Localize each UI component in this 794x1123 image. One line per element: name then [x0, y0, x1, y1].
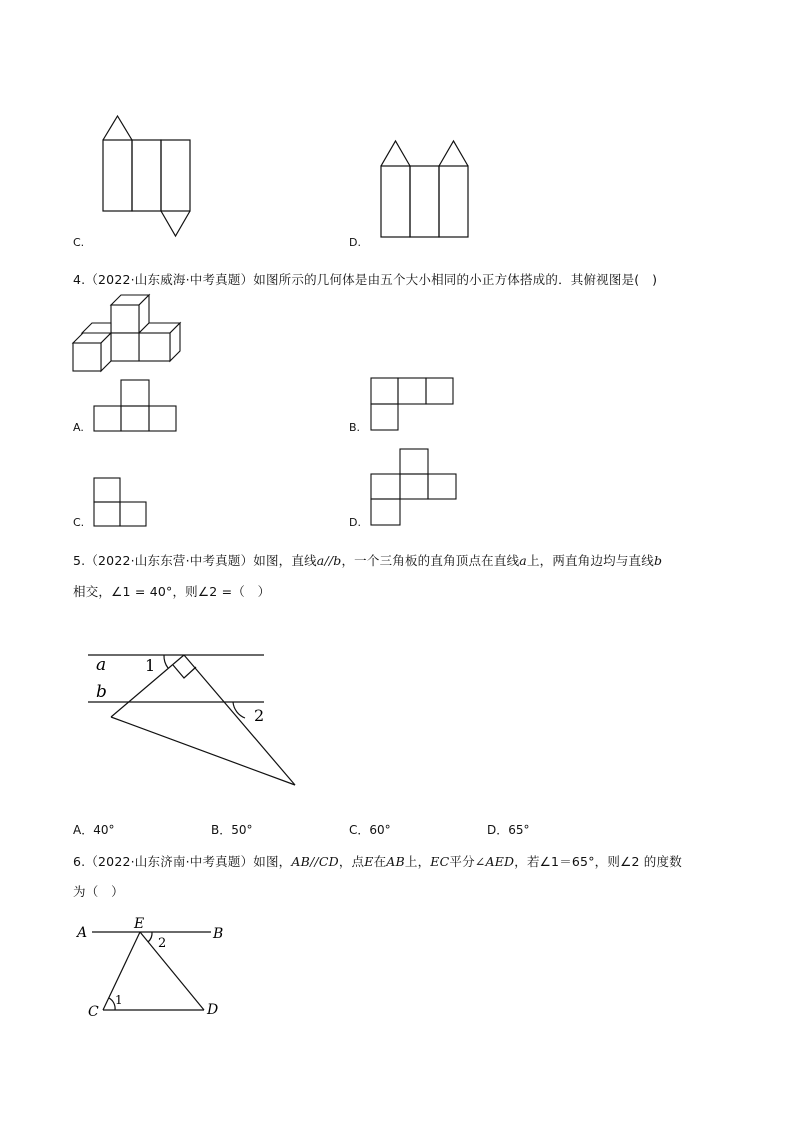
- q3-option-c-label[interactable]: C.: [73, 236, 85, 249]
- q6-label-angle2: 2: [158, 936, 167, 951]
- q5-choice-c[interactable]: C．60°: [349, 823, 391, 837]
- q6-label-angle1: 1: [115, 993, 123, 1007]
- q6-label-E: E: [134, 916, 145, 932]
- q6-angle2-arc: [148, 932, 152, 942]
- q6-label-A: A: [77, 925, 88, 941]
- q6-label-B: B: [213, 926, 224, 942]
- q5-choice-a[interactable]: A．40°: [73, 823, 115, 837]
- q6-label-D: D: [207, 1002, 219, 1018]
- q3-option-d-label[interactable]: D.: [349, 236, 361, 249]
- q5-label-angle1: 1: [145, 656, 156, 675]
- q6-stem-line2: 为（ ）: [73, 884, 124, 899]
- q4-stem: 4.（2022·山东威海·中考真题）如图所示的几何体是由五个大小相同的小正方体搭成的．其俯视图是( ): [73, 272, 658, 287]
- q4-option-a-label[interactable]: A.: [73, 421, 84, 434]
- q4-option-c-label[interactable]: C.: [73, 516, 85, 529]
- q5-choice-b[interactable]: B．50°: [211, 823, 253, 837]
- q5-label-a: a: [96, 655, 107, 675]
- q6-segment-ed: [140, 932, 204, 1010]
- q5-choice-d[interactable]: D．65°: [487, 823, 530, 837]
- q5-label-angle2: 2: [254, 706, 265, 725]
- q5-stem-line2: 相交，∠1 = 40°，则∠2 =（ ）: [73, 584, 271, 599]
- q6-stem-line1: 6.（2022·山东济南·中考真题）如图，AB//CD，点E在AB上，EC平分∠AED，若∠1＝65°，则∠2 的度数: [73, 854, 682, 869]
- q4-option-d-label[interactable]: D.: [349, 516, 361, 529]
- q5-label-b: b: [96, 682, 107, 702]
- q5-stem-line1: 5.（2022·山东东营·中考真题）如图，直线a//b，一个三角板的直角顶点在直线a上，两直角边均与直线b: [73, 553, 663, 568]
- q4-option-b-label[interactable]: B.: [349, 421, 361, 434]
- q6-label-C: C: [88, 1004, 99, 1020]
